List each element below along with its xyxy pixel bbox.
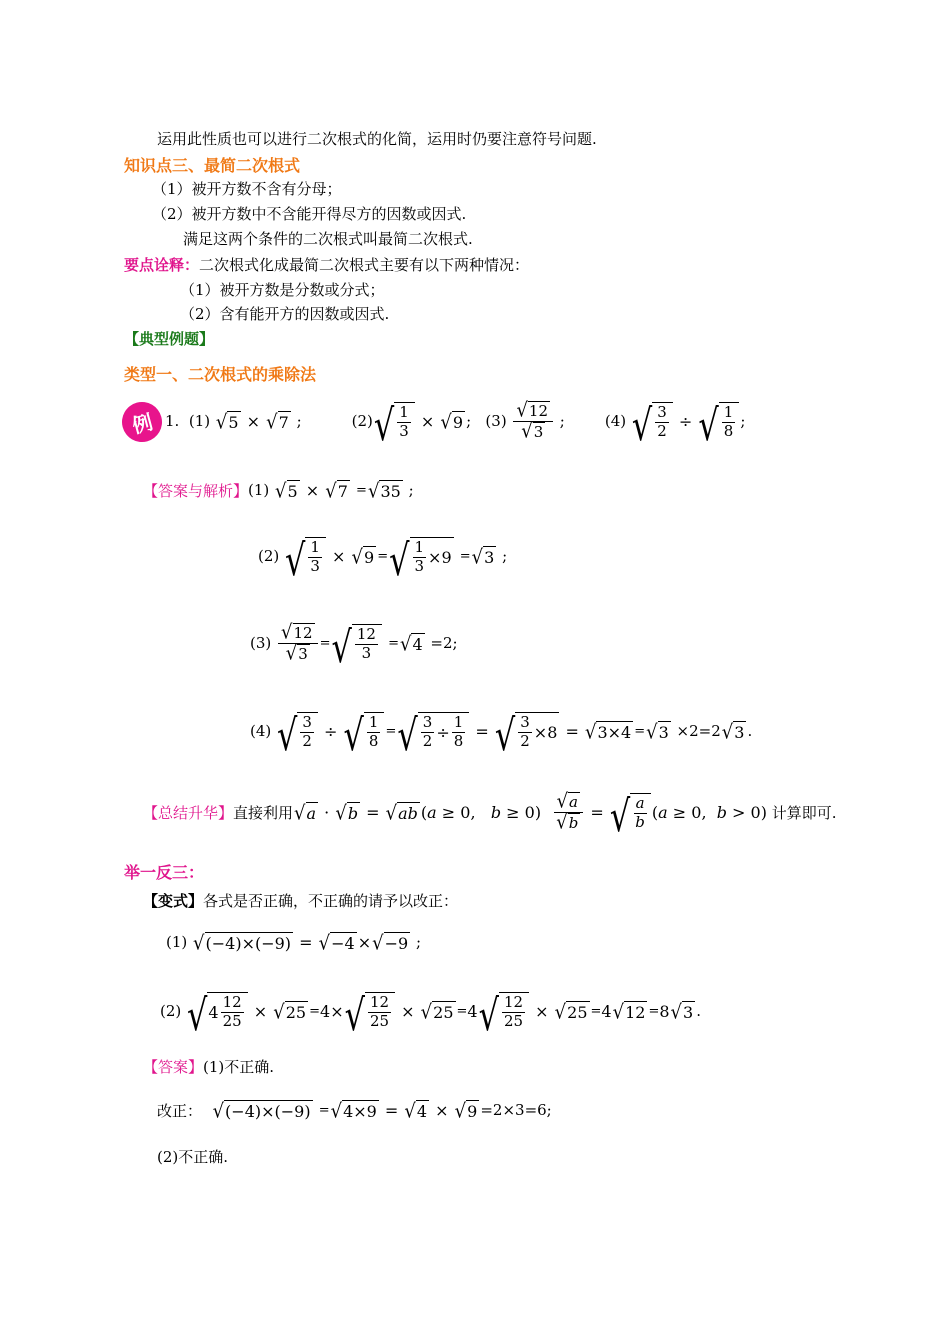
notes-case-2: （2）含有能开方的因数或因式. xyxy=(180,305,390,323)
notes-text: 二次根式化成最简二次根式主要有以下两种情况： xyxy=(199,256,530,274)
summary-text-1: 直接利用 xyxy=(233,803,294,822)
summary-text-2: 计算即可. xyxy=(771,803,837,822)
summary-line: 【总结升华】 直接利用 √ a · √ b = √ ab ( a ≥ 0, b ≥ 0) √ a √ b = √ a b ( a ≥ 0, b > 0) 计算即可. xyxy=(143,790,837,842)
practice-title: 举一反三： xyxy=(124,863,205,882)
answer-label: 【答案与解析】 xyxy=(143,481,249,500)
example-badge-icon: 例 xyxy=(118,398,167,447)
answer-line-3: (3) √ 12 √ 3 = √ 12 3 = √ 4 =2; xyxy=(250,621,458,673)
variant-item-2: (2) √ 4 12 25 × √ 25 = 4× √ 12 25 × √ 25 = 4 √ 12 25 × √ 25 = 4 √ 12 = 8 √ 3 . xyxy=(160,989,701,1041)
ans-label: 【答案】 xyxy=(143,1058,204,1076)
variant-text: 各式是否正确，不正确的请予以改正： xyxy=(203,892,459,910)
kp3-conclusion: 满足这两个条件的二次根式叫最简二次根式. xyxy=(183,230,473,248)
kp3-condition-1: （1）被开方数不含有分母； xyxy=(152,180,342,198)
variant-label: 【变式】 xyxy=(143,892,204,910)
kp3-title: 知识点三、最简二次根式 xyxy=(124,156,301,175)
type1-title: 类型一、二次根式的乘除法 xyxy=(124,365,317,384)
ans-1: (1)不正确. xyxy=(203,1058,275,1076)
example-1-problems: 1. (1) √ 5 × √ 7 ; (2) √ 1 3 × √ 9 ; (3) √ 12 √ 3 ; (4) √ 3 2 ÷ √ 1 8 ; xyxy=(165,399,746,451)
ans-2: (2)不正确. xyxy=(157,1148,229,1166)
variant-line xyxy=(143,890,458,911)
variant-item-1: (1) √ (−4)×(−9) = √ −4 × √ −9 ; xyxy=(166,931,422,955)
fix-line: 改正： √ (−4)×(−9) = √ 4×9 = √ 4 × √ 9 =2×3=6; xyxy=(157,1099,552,1123)
notes-label: 要点诠释： xyxy=(124,256,200,274)
answer-line-2: (2) √ 1 3 × √ 9 = √ 1 3 ×9 = √ 3 ; xyxy=(258,534,508,586)
answer-line-4: (4) √ 3 2 ÷ √ 1 8 = √ 3 2 ÷ 1 8 = √ 3 2 ×8 = √ 3×4 = √ 3 ×2=2 √ 3 . xyxy=(250,709,753,761)
fix-label: 改正： xyxy=(157,1101,203,1120)
examples-header: 【典型例题】 xyxy=(124,330,215,348)
notes-line xyxy=(124,254,529,275)
kp3-condition-2: （2）被开方数中不含能开得尽方的因数或因式. xyxy=(152,205,467,223)
answer-line-1: 【答案与解析】 (1) √ 5 × √ 7 = √ 35 ; xyxy=(143,479,414,503)
answer-block xyxy=(143,1056,274,1077)
notes-case-1: （1）被开方数是分数或分式； xyxy=(180,281,385,299)
intro-text: 运用此性质也可以进行二次根式的化简，运用时仍要注意符号问题. xyxy=(157,130,597,148)
summary-label: 【总结升华】 xyxy=(143,803,234,822)
